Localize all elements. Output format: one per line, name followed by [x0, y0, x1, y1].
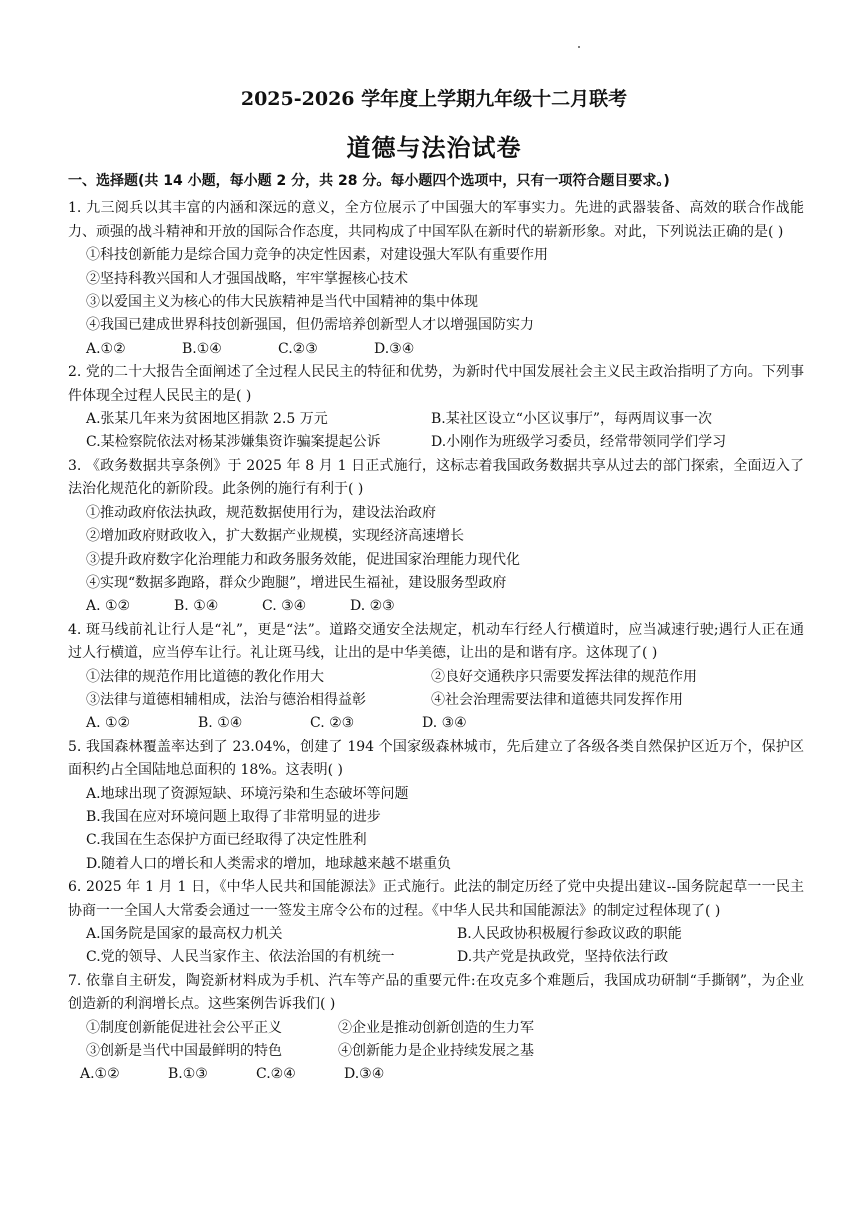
statement: ②良好交通秩序只需要发挥法律的规范作用 — [431, 668, 697, 685]
option-a: A.国务院是国家的最高权力机关 — [86, 926, 283, 942]
option-a: A. ①② — [86, 715, 131, 732]
question-2 — [68, 361, 804, 455]
statement: ③创新是当代中国最鲜明的特色 — [86, 1043, 282, 1060]
statement: ①法律的规范作用比道德的教化作用大 — [86, 668, 324, 685]
question-5 — [68, 736, 804, 876]
option-b: B. ①④ — [198, 715, 243, 732]
option-d: D. ②③ — [350, 598, 395, 615]
question-stem: 7. 依靠自主研发，陶瓷新材料成为手机、汽车等产品的重要元件:在攻克多个难题后，我国成功研制“手撕钢”，为企业创造新的利润增长点。这些案例告诉我们( ) — [68, 972, 804, 1013]
question-7 — [68, 970, 804, 1087]
question-3 — [68, 455, 804, 619]
question-stem: 5. 我国森林覆盖率达到了 23.04%，创建了 194 个国家级森林城市，先后建立了各级各类自然保护区近万个，保护区面积约占全国陆地总面积的 18%。这表明( ) — [68, 738, 804, 779]
statement: ②增加政府财政收入，扩大数据产业规模，实现经济高速增长 — [86, 528, 464, 545]
statement: ①推动政府依法执政，规范数据使用行为，建设法治政府 — [86, 504, 436, 521]
exam-title: 2025-2026 学年度上学期九年级十二月联考 — [240, 88, 628, 110]
option-c: C.某检察院依法对杨某涉嫌集资诈骗案提起公诉 — [86, 434, 381, 451]
option-b: B.人民政协积极履行参政议政的职能 — [457, 926, 682, 942]
option-d: D.③④ — [344, 1066, 385, 1083]
statement: ③法律与道德相辅相成，法治与德治相得益彰 — [86, 691, 366, 708]
option-b: B.①④ — [182, 340, 222, 357]
option-b: B.①③ — [168, 1066, 208, 1083]
statement-row — [68, 689, 804, 712]
option-c: C.②④ — [256, 1066, 296, 1083]
statement: ④社会治理需要法律和道德共同发挥作用 — [431, 691, 683, 708]
question-stem: 2. 党的二十大报告全面阐述了全过程人民民主的特征和优势，为新时代中国发展社会主义民主政治指明了方向。下列事件体现全过程人民民主的是( ) — [68, 364, 804, 404]
question-list — [68, 170, 804, 1087]
statement-row — [68, 1040, 804, 1063]
answer-options — [68, 408, 804, 431]
option-c: C. ②③ — [310, 715, 355, 732]
option-d: D.③④ — [374, 340, 415, 357]
statement: ④实现“数据多跑路，群众少跑腿”，增进民生福祉，建设服务型政府 — [86, 574, 507, 591]
question-stem: 3. 《政务数据共享条例》于 2025 年 8 月 1 日正式施行，这标志着我国政务数据共享从过去的部门探索，全面迈入了法治化规范化的新阶段。此条例的施行有利于( ) — [68, 457, 804, 498]
option-c: C.我国在生态保护方面已经取得了决定性胜利 — [86, 832, 367, 849]
scan-speck — [578, 46, 580, 48]
statement: ④创新能力是企业持续发展之基 — [338, 1043, 534, 1060]
option-a: A.张某几年来为贫困地区捐款 2.5 万元 — [86, 411, 328, 428]
statement: ②企业是推动创新创造的生力军 — [338, 1019, 534, 1036]
answer-options — [68, 712, 804, 735]
option-c: C.②③ — [278, 340, 318, 357]
option-c: C. ③④ — [262, 598, 307, 615]
answer-options — [68, 923, 804, 946]
statement: ①制度创新能促进社会公平正义 — [86, 1019, 282, 1036]
option-c: C.党的领导、人民当家作主、依法治国的有机统一 — [86, 949, 395, 966]
option-a: A.地球出现了资源短缺、环境污染和生态破坏等问题 — [86, 785, 409, 802]
statement-row — [68, 666, 804, 689]
answer-options — [68, 595, 804, 618]
option-a: A.①② — [86, 340, 126, 357]
option-b: B. ①④ — [174, 598, 219, 615]
answer-options — [68, 1063, 804, 1086]
statement: ③提升政府数字化治理能力和政务服务效能，促进国家治理能力现代化 — [86, 551, 520, 568]
question-6 — [68, 876, 804, 970]
section-heading: 一、选择题(共 14 小题，每小题 2 分，共 28 分。每小题四个选项中，只有一项符合题目要求。) — [68, 173, 670, 189]
answer-options — [68, 946, 804, 969]
option-d: D.随着人口的增长和人类需求的增加，地球越来越不堪重负 — [86, 855, 452, 872]
statement: ③以爱国主义为核心的伟大民族精神是当代中国精神的集中体现 — [86, 294, 478, 311]
statement: ①科技创新能力是综合国力竞争的决定性因素，对建设强大军队有重要作用 — [86, 247, 548, 264]
option-d: D. ③④ — [422, 715, 467, 732]
question-1 — [68, 197, 804, 361]
option-b: B.我国在应对环境问题上取得了非常明显的进步 — [86, 808, 381, 825]
option-b: B.某社区设立“小区议事厅”，每两周议事一次 — [431, 411, 713, 428]
answer-options — [68, 338, 804, 361]
option-d: D.小刚作为班级学习委员，经常带领同学们学习 — [431, 434, 727, 451]
statement-row — [68, 1017, 804, 1040]
question-stem: 1. 九三阅兵以其丰富的内涵和深远的意义，全方位展示了中国强大的军事实力。先进的武器装备、高效的联合作战能力、顽强的战斗精神和开放的国际合作态度，共同构成了中国军队在新时代的崭新形象。对此，下列说法正确的是( ) — [68, 200, 804, 240]
option-d: D.共产党是执政党，坚持依法行政 — [457, 949, 669, 966]
question-4 — [68, 619, 804, 736]
question-stem: 4. 斑马线前礼让行人是“礼”，更是“法”。道路交通安全法规定，机动车行经人行横道时，应当减速行驶;遇行人正在通过人行横道，应当停车让行。礼让斑马线，让出的是中华美德，让出的是和谐有序。这体现了( ) — [68, 621, 804, 662]
subject-title: 道德与法治试卷 — [346, 133, 522, 162]
statement: ④我国已建成世界科技创新强国，但仍需培养创新型人才以增强国防实力 — [86, 317, 534, 334]
answer-options — [68, 431, 804, 454]
option-a: A.①② — [80, 1066, 120, 1083]
statement: ②坚持科教兴国和人才强国战略，牢牢掌握核心技术 — [86, 270, 408, 287]
question-stem: 6. 2025 年 1 月 1 日，《中华人民共和国能源法》正式施行。此法的制定历经了党中央提出建议--国务院起草一一民主协商一一全国人大常委会通过一一签发主席令公布的过程。《中华人民共和国能源法》的制定过程体现了( ) — [68, 879, 804, 919]
option-a: A. ①② — [86, 598, 131, 615]
